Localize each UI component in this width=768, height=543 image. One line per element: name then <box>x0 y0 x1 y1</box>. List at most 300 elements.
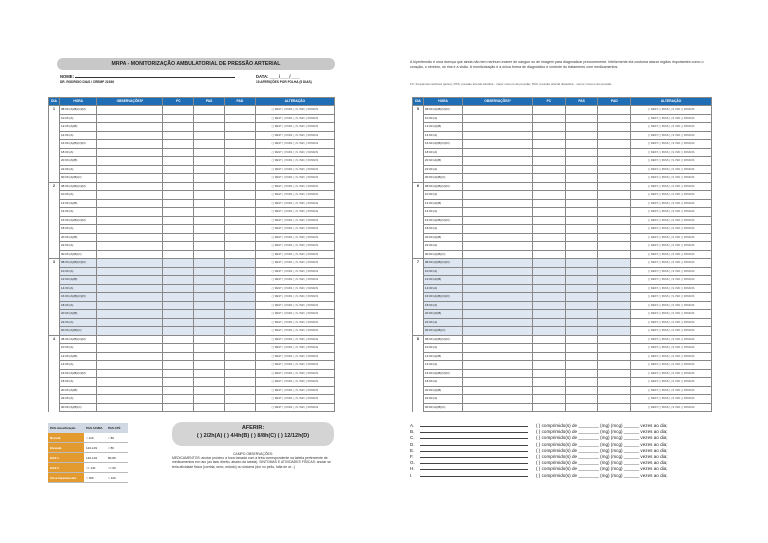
observation-cell[interactable] <box>97 165 163 174</box>
pad-cell[interactable] <box>224 199 255 208</box>
alteration-cell[interactable]: ( ) REST ( ) PASS ( ) S. IND ( ) PASSOS <box>631 327 712 336</box>
observation-cell[interactable] <box>463 157 533 166</box>
fc-cell[interactable] <box>533 250 566 259</box>
observation-cell[interactable] <box>97 123 163 132</box>
fc-cell[interactable] <box>533 352 566 361</box>
pas-cell[interactable] <box>565 259 598 268</box>
pas-cell[interactable] <box>194 208 225 217</box>
pad-cell[interactable] <box>598 199 631 208</box>
observation-cell[interactable] <box>463 293 533 302</box>
fc-cell[interactable] <box>163 242 194 251</box>
pas-cell[interactable] <box>565 233 598 242</box>
alteration-cell[interactable]: ( ) REST ( ) PASS ( ) S. IND ( ) PASSOS <box>255 284 334 293</box>
observation-cell[interactable] <box>97 318 163 327</box>
alteration-cell[interactable]: ( ) REST ( ) PASS ( ) S. IND ( ) PASSOS <box>631 182 712 191</box>
pad-cell[interactable] <box>598 403 631 412</box>
pad-cell[interactable] <box>224 114 255 123</box>
pas-cell[interactable] <box>194 259 225 268</box>
pad-cell[interactable] <box>598 386 631 395</box>
pad-cell[interactable] <box>224 225 255 234</box>
pad-cell[interactable] <box>224 148 255 157</box>
alteration-cell[interactable]: ( ) REST ( ) PASS ( ) S. IND ( ) PASSOS <box>631 403 712 412</box>
fc-cell[interactable] <box>163 208 194 217</box>
observation-cell[interactable] <box>463 395 533 404</box>
alteration-cell[interactable]: ( ) REST ( ) PASS ( ) S. IND ( ) PASSOS <box>631 318 712 327</box>
observation-cell[interactable] <box>463 174 533 183</box>
fc-cell[interactable] <box>163 301 194 310</box>
pas-cell[interactable] <box>194 131 225 140</box>
observation-cell[interactable] <box>97 114 163 123</box>
observation-cell[interactable] <box>463 284 533 293</box>
alteration-cell[interactable]: ( ) REST ( ) PASS ( ) S. IND ( ) PASSOS <box>631 165 712 174</box>
observation-cell[interactable] <box>463 327 533 336</box>
fc-cell[interactable] <box>163 148 194 157</box>
pad-cell[interactable] <box>598 250 631 259</box>
observation-cell[interactable] <box>97 140 163 149</box>
fc-cell[interactable] <box>163 395 194 404</box>
alteration-cell[interactable]: ( ) REST ( ) PASS ( ) S. IND ( ) PASSOS <box>255 301 334 310</box>
observation-cell[interactable] <box>97 216 163 225</box>
pas-cell[interactable] <box>194 378 225 387</box>
pad-cell[interactable] <box>224 361 255 370</box>
observation-cell[interactable] <box>97 395 163 404</box>
alteration-cell[interactable]: ( ) REST ( ) PASS ( ) S. IND ( ) PASSOS <box>631 191 712 200</box>
alteration-cell[interactable]: ( ) REST ( ) PASS ( ) S. IND ( ) PASSOS <box>255 106 334 115</box>
observation-cell[interactable] <box>97 259 163 268</box>
fc-cell[interactable] <box>533 259 566 268</box>
pad-cell[interactable] <box>224 140 255 149</box>
pad-cell[interactable] <box>224 123 255 132</box>
pas-cell[interactable] <box>565 250 598 259</box>
alteration-cell[interactable]: ( ) REST ( ) PASS ( ) S. IND ( ) PASSOS <box>255 335 334 344</box>
medication-name-line[interactable] <box>420 465 528 470</box>
pas-cell[interactable] <box>565 208 598 217</box>
pad-cell[interactable] <box>598 259 631 268</box>
fc-cell[interactable] <box>533 276 566 285</box>
fc-cell[interactable] <box>163 131 194 140</box>
observation-cell[interactable] <box>463 267 533 276</box>
observation-cell[interactable] <box>97 208 163 217</box>
alteration-cell[interactable]: ( ) REST ( ) PASS ( ) S. IND ( ) PASSOS <box>631 310 712 319</box>
fc-cell[interactable] <box>533 165 566 174</box>
alteration-cell[interactable]: ( ) REST ( ) PASS ( ) S. IND ( ) PASSOS <box>255 165 334 174</box>
fc-cell[interactable] <box>163 352 194 361</box>
fc-cell[interactable] <box>533 293 566 302</box>
fc-cell[interactable] <box>163 293 194 302</box>
pas-cell[interactable] <box>565 182 598 191</box>
pas-cell[interactable] <box>565 352 598 361</box>
pad-cell[interactable] <box>598 114 631 123</box>
fc-cell[interactable] <box>163 174 194 183</box>
alteration-cell[interactable]: ( ) REST ( ) PASS ( ) S. IND ( ) PASSOS <box>631 344 712 353</box>
alteration-cell[interactable]: ( ) REST ( ) PASS ( ) S. IND ( ) PASSOS <box>255 293 334 302</box>
pas-cell[interactable] <box>565 386 598 395</box>
fc-cell[interactable] <box>533 208 566 217</box>
alteration-cell[interactable]: ( ) REST ( ) PASS ( ) S. IND ( ) PASSOS <box>631 293 712 302</box>
observation-cell[interactable] <box>97 293 163 302</box>
observation-cell[interactable] <box>97 250 163 259</box>
observation-cell[interactable] <box>463 352 533 361</box>
pas-cell[interactable] <box>194 327 225 336</box>
observation-cell[interactable] <box>463 208 533 217</box>
alteration-cell[interactable]: ( ) REST ( ) PASS ( ) S. IND ( ) PASSOS <box>255 225 334 234</box>
pad-cell[interactable] <box>598 242 631 251</box>
alteration-cell[interactable]: ( ) REST ( ) PASS ( ) S. IND ( ) PASSOS <box>255 267 334 276</box>
pas-cell[interactable] <box>194 106 225 115</box>
pad-cell[interactable] <box>598 106 631 115</box>
pas-cell[interactable] <box>194 293 225 302</box>
alteration-cell[interactable]: ( ) REST ( ) PASS ( ) S. IND ( ) PASSOS <box>255 131 334 140</box>
observation-cell[interactable] <box>97 182 163 191</box>
pas-cell[interactable] <box>565 106 598 115</box>
pad-cell[interactable] <box>598 216 631 225</box>
alteration-cell[interactable]: ( ) REST ( ) PASS ( ) S. IND ( ) PASSOS <box>631 140 712 149</box>
observation-cell[interactable] <box>97 199 163 208</box>
pad-cell[interactable] <box>224 284 255 293</box>
alteration-cell[interactable]: ( ) REST ( ) PASS ( ) S. IND ( ) PASSOS <box>255 216 334 225</box>
pas-cell[interactable] <box>565 344 598 353</box>
fc-cell[interactable] <box>533 216 566 225</box>
pad-cell[interactable] <box>598 293 631 302</box>
pad-cell[interactable] <box>224 191 255 200</box>
fc-cell[interactable] <box>533 157 566 166</box>
fc-cell[interactable] <box>163 165 194 174</box>
fc-cell[interactable] <box>533 369 566 378</box>
pad-cell[interactable] <box>224 157 255 166</box>
observation-cell[interactable] <box>97 378 163 387</box>
alteration-cell[interactable]: ( ) REST ( ) PASS ( ) S. IND ( ) PASSOS <box>631 106 712 115</box>
fc-cell[interactable] <box>533 335 566 344</box>
pas-cell[interactable] <box>565 369 598 378</box>
alteration-cell[interactable]: ( ) REST ( ) PASS ( ) S. IND ( ) PASSOS <box>631 208 712 217</box>
pad-cell[interactable] <box>598 174 631 183</box>
pad-cell[interactable] <box>598 267 631 276</box>
pad-cell[interactable] <box>224 106 255 115</box>
observation-cell[interactable] <box>463 148 533 157</box>
pas-cell[interactable] <box>194 403 225 412</box>
date-field[interactable]: DATA: ____/____/____ <box>256 74 300 79</box>
fc-cell[interactable] <box>533 106 566 115</box>
fc-cell[interactable] <box>163 284 194 293</box>
fc-cell[interactable] <box>533 310 566 319</box>
pas-cell[interactable] <box>565 267 598 276</box>
alteration-cell[interactable]: ( ) REST ( ) PASS ( ) S. IND ( ) PASSOS <box>255 250 334 259</box>
observation-cell[interactable] <box>463 242 533 251</box>
alteration-cell[interactable]: ( ) REST ( ) PASS ( ) S. IND ( ) PASSOS <box>631 174 712 183</box>
observation-cell[interactable] <box>97 233 163 242</box>
pad-cell[interactable] <box>224 182 255 191</box>
pas-cell[interactable] <box>194 225 225 234</box>
pas-cell[interactable] <box>565 293 598 302</box>
pas-cell[interactable] <box>565 361 598 370</box>
pas-cell[interactable] <box>194 191 225 200</box>
pas-cell[interactable] <box>194 301 225 310</box>
pad-cell[interactable] <box>598 301 631 310</box>
pad-cell[interactable] <box>224 216 255 225</box>
pad-cell[interactable] <box>598 123 631 132</box>
alteration-cell[interactable]: ( ) REST ( ) PASS ( ) S. IND ( ) PASSOS <box>255 318 334 327</box>
observation-cell[interactable] <box>463 403 533 412</box>
pad-cell[interactable] <box>598 148 631 157</box>
pas-cell[interactable] <box>194 395 225 404</box>
pad-cell[interactable] <box>224 310 255 319</box>
fc-cell[interactable] <box>533 123 566 132</box>
fc-cell[interactable] <box>533 114 566 123</box>
pad-cell[interactable] <box>598 276 631 285</box>
observation-cell[interactable] <box>463 310 533 319</box>
fc-cell[interactable] <box>163 267 194 276</box>
observation-cell[interactable] <box>463 106 533 115</box>
fc-cell[interactable] <box>163 276 194 285</box>
fc-cell[interactable] <box>533 199 566 208</box>
fc-cell[interactable] <box>533 403 566 412</box>
fc-cell[interactable] <box>163 216 194 225</box>
observation-cell[interactable] <box>463 131 533 140</box>
fc-cell[interactable] <box>533 233 566 242</box>
pad-cell[interactable] <box>224 267 255 276</box>
pad-cell[interactable] <box>598 233 631 242</box>
medication-name-line[interactable] <box>420 428 528 433</box>
fc-cell[interactable] <box>533 182 566 191</box>
fc-cell[interactable] <box>533 378 566 387</box>
pas-cell[interactable] <box>565 310 598 319</box>
pad-cell[interactable] <box>598 327 631 336</box>
fc-cell[interactable] <box>163 361 194 370</box>
alteration-cell[interactable]: ( ) REST ( ) PASS ( ) S. IND ( ) PASSOS <box>255 157 334 166</box>
observation-cell[interactable] <box>463 301 533 310</box>
alteration-cell[interactable]: ( ) REST ( ) PASS ( ) S. IND ( ) PASSOS <box>255 378 334 387</box>
pad-cell[interactable] <box>224 174 255 183</box>
pad-cell[interactable] <box>224 208 255 217</box>
pad-cell[interactable] <box>598 140 631 149</box>
pas-cell[interactable] <box>194 114 225 123</box>
medication-name-line[interactable] <box>420 472 528 477</box>
pad-cell[interactable] <box>598 284 631 293</box>
alteration-cell[interactable]: ( ) REST ( ) PASS ( ) S. IND ( ) PASSOS <box>255 352 334 361</box>
fc-cell[interactable] <box>533 174 566 183</box>
alteration-cell[interactable]: ( ) REST ( ) PASS ( ) S. IND ( ) PASSOS <box>631 123 712 132</box>
pad-cell[interactable] <box>224 352 255 361</box>
observation-cell[interactable] <box>97 191 163 200</box>
fc-cell[interactable] <box>163 386 194 395</box>
pas-cell[interactable] <box>565 174 598 183</box>
observation-cell[interactable] <box>463 378 533 387</box>
fc-cell[interactable] <box>533 361 566 370</box>
pas-cell[interactable] <box>194 318 225 327</box>
pad-cell[interactable] <box>224 242 255 251</box>
observation-cell[interactable] <box>97 386 163 395</box>
observation-cell[interactable] <box>97 157 163 166</box>
observation-cell[interactable] <box>463 199 533 208</box>
aferir-options[interactable]: ( ) 2/2h(A) ( ) 4/4h(B) ( ) 8/8h(C) ( ) 12/12h(D) <box>196 433 310 439</box>
observation-cell[interactable] <box>97 276 163 285</box>
pas-cell[interactable] <box>194 148 225 157</box>
pad-cell[interactable] <box>598 395 631 404</box>
fc-cell[interactable] <box>533 148 566 157</box>
pad-cell[interactable] <box>224 276 255 285</box>
alteration-cell[interactable]: ( ) REST ( ) PASS ( ) S. IND ( ) PASSOS <box>255 403 334 412</box>
pad-cell[interactable] <box>598 361 631 370</box>
fc-cell[interactable] <box>163 123 194 132</box>
observation-cell[interactable] <box>463 114 533 123</box>
alteration-cell[interactable]: ( ) REST ( ) PASS ( ) S. IND ( ) PASSOS <box>631 131 712 140</box>
alteration-cell[interactable]: ( ) REST ( ) PASS ( ) S. IND ( ) PASSOS <box>631 369 712 378</box>
pad-cell[interactable] <box>598 165 631 174</box>
pad-cell[interactable] <box>224 293 255 302</box>
alteration-cell[interactable]: ( ) REST ( ) PASS ( ) S. IND ( ) PASSOS <box>631 386 712 395</box>
observation-cell[interactable] <box>97 131 163 140</box>
pas-cell[interactable] <box>565 123 598 132</box>
observation-cell[interactable] <box>97 267 163 276</box>
pad-cell[interactable] <box>224 327 255 336</box>
pas-cell[interactable] <box>194 310 225 319</box>
observation-cell[interactable] <box>97 174 163 183</box>
pas-cell[interactable] <box>194 242 225 251</box>
alteration-cell[interactable]: ( ) REST ( ) PASS ( ) S. IND ( ) PASSOS <box>255 182 334 191</box>
alteration-cell[interactable]: ( ) REST ( ) PASS ( ) S. IND ( ) PASSOS <box>255 174 334 183</box>
observation-cell[interactable] <box>463 233 533 242</box>
alteration-cell[interactable]: ( ) REST ( ) PASS ( ) S. IND ( ) PASSOS <box>631 276 712 285</box>
alteration-cell[interactable]: ( ) REST ( ) PASS ( ) S. IND ( ) PASSOS <box>631 199 712 208</box>
fc-cell[interactable] <box>163 225 194 234</box>
alteration-cell[interactable]: ( ) REST ( ) PASS ( ) S. IND ( ) PASSOS <box>255 148 334 157</box>
alteration-cell[interactable]: ( ) REST ( ) PASS ( ) S. IND ( ) PASSOS <box>631 284 712 293</box>
pad-cell[interactable] <box>598 352 631 361</box>
pas-cell[interactable] <box>565 378 598 387</box>
pas-cell[interactable] <box>565 114 598 123</box>
observation-cell[interactable] <box>97 335 163 344</box>
pas-cell[interactable] <box>565 395 598 404</box>
fc-cell[interactable] <box>163 114 194 123</box>
alteration-cell[interactable]: ( ) REST ( ) PASS ( ) S. IND ( ) PASSOS <box>631 301 712 310</box>
pas-cell[interactable] <box>565 131 598 140</box>
medication-name-line[interactable] <box>420 453 528 458</box>
observation-cell[interactable] <box>97 369 163 378</box>
pas-cell[interactable] <box>194 250 225 259</box>
alteration-cell[interactable]: ( ) REST ( ) PASS ( ) S. IND ( ) PASSOS <box>631 335 712 344</box>
pad-cell[interactable] <box>224 369 255 378</box>
pas-cell[interactable] <box>565 157 598 166</box>
alteration-cell[interactable]: ( ) REST ( ) PASS ( ) S. IND ( ) PASSOS <box>631 361 712 370</box>
alteration-cell[interactable]: ( ) REST ( ) PASS ( ) S. IND ( ) PASSOS <box>255 242 334 251</box>
observation-cell[interactable] <box>463 182 533 191</box>
pad-cell[interactable] <box>224 301 255 310</box>
alteration-cell[interactable]: ( ) REST ( ) PASS ( ) S. IND ( ) PASSOS <box>255 140 334 149</box>
alteration-cell[interactable]: ( ) REST ( ) PASS ( ) S. IND ( ) PASSOS <box>631 157 712 166</box>
pad-cell[interactable] <box>598 191 631 200</box>
alteration-cell[interactable]: ( ) REST ( ) PASS ( ) S. IND ( ) PASSOS <box>255 259 334 268</box>
pad-cell[interactable] <box>224 395 255 404</box>
fc-cell[interactable] <box>163 327 194 336</box>
observation-cell[interactable] <box>97 242 163 251</box>
pad-cell[interactable] <box>224 131 255 140</box>
observation-cell[interactable] <box>97 310 163 319</box>
alteration-cell[interactable]: ( ) REST ( ) PASS ( ) S. IND ( ) PASSOS <box>255 386 334 395</box>
pas-cell[interactable] <box>194 267 225 276</box>
fc-cell[interactable] <box>533 327 566 336</box>
pas-cell[interactable] <box>194 174 225 183</box>
pas-cell[interactable] <box>194 199 225 208</box>
pad-cell[interactable] <box>224 233 255 242</box>
observation-cell[interactable] <box>463 250 533 259</box>
fc-cell[interactable] <box>533 242 566 251</box>
pas-cell[interactable] <box>194 123 225 132</box>
observation-cell[interactable] <box>463 191 533 200</box>
fc-cell[interactable] <box>533 131 566 140</box>
pas-cell[interactable] <box>565 225 598 234</box>
observation-cell[interactable] <box>463 344 533 353</box>
alteration-cell[interactable]: ( ) REST ( ) PASS ( ) S. IND ( ) PASSOS <box>255 276 334 285</box>
fc-cell[interactable] <box>163 403 194 412</box>
observation-cell[interactable] <box>463 165 533 174</box>
medication-name-line[interactable] <box>420 434 528 439</box>
alteration-cell[interactable]: ( ) REST ( ) PASS ( ) S. IND ( ) PASSOS <box>631 114 712 123</box>
fc-cell[interactable] <box>163 182 194 191</box>
pas-cell[interactable] <box>194 140 225 149</box>
pas-cell[interactable] <box>565 403 598 412</box>
observation-cell[interactable] <box>463 259 533 268</box>
alteration-cell[interactable]: ( ) REST ( ) PASS ( ) S. IND ( ) PASSOS <box>255 191 334 200</box>
fc-cell[interactable] <box>163 369 194 378</box>
fc-cell[interactable] <box>533 284 566 293</box>
pad-cell[interactable] <box>598 131 631 140</box>
observation-cell[interactable] <box>97 225 163 234</box>
fc-cell[interactable] <box>533 267 566 276</box>
pas-cell[interactable] <box>565 327 598 336</box>
pas-cell[interactable] <box>194 233 225 242</box>
pad-cell[interactable] <box>598 225 631 234</box>
medication-name-line[interactable] <box>420 447 528 452</box>
observation-cell[interactable] <box>97 352 163 361</box>
pad-cell[interactable] <box>224 318 255 327</box>
alteration-cell[interactable]: ( ) REST ( ) PASS ( ) S. IND ( ) PASSOS <box>631 267 712 276</box>
observation-cell[interactable] <box>97 148 163 157</box>
fc-cell[interactable] <box>163 106 194 115</box>
pad-cell[interactable] <box>598 208 631 217</box>
alteration-cell[interactable]: ( ) REST ( ) PASS ( ) S. IND ( ) PASSOS <box>631 352 712 361</box>
fc-cell[interactable] <box>163 335 194 344</box>
observation-cell[interactable] <box>463 386 533 395</box>
observation-cell[interactable] <box>97 327 163 336</box>
fc-cell[interactable] <box>533 191 566 200</box>
alteration-cell[interactable]: ( ) REST ( ) PASS ( ) S. IND ( ) PASSOS <box>255 395 334 404</box>
pas-cell[interactable] <box>565 335 598 344</box>
fc-cell[interactable] <box>163 140 194 149</box>
pas-cell[interactable] <box>194 361 225 370</box>
pad-cell[interactable] <box>224 250 255 259</box>
fc-cell[interactable] <box>163 310 194 319</box>
alteration-cell[interactable]: ( ) REST ( ) PASS ( ) S. IND ( ) PASSOS <box>631 242 712 251</box>
alteration-cell[interactable]: ( ) REST ( ) PASS ( ) S. IND ( ) PASSOS <box>631 148 712 157</box>
pad-cell[interactable] <box>598 157 631 166</box>
pas-cell[interactable] <box>194 157 225 166</box>
pas-cell[interactable] <box>194 182 225 191</box>
fc-cell[interactable] <box>163 318 194 327</box>
observation-cell[interactable] <box>97 403 163 412</box>
fc-cell[interactable] <box>163 344 194 353</box>
fc-cell[interactable] <box>163 199 194 208</box>
fc-cell[interactable] <box>533 344 566 353</box>
alteration-cell[interactable]: ( ) REST ( ) PASS ( ) S. IND ( ) PASSOS <box>255 199 334 208</box>
fc-cell[interactable] <box>163 259 194 268</box>
observation-cell[interactable] <box>463 369 533 378</box>
pas-cell[interactable] <box>565 216 598 225</box>
alteration-cell[interactable]: ( ) REST ( ) PASS ( ) S. IND ( ) PASSOS <box>631 216 712 225</box>
alteration-cell[interactable]: ( ) REST ( ) PASS ( ) S. IND ( ) PASSOS <box>631 225 712 234</box>
medication-row[interactable] <box>410 472 710 479</box>
alteration-cell[interactable]: ( ) REST ( ) PASS ( ) S. IND ( ) PASSOS <box>631 259 712 268</box>
pad-cell[interactable] <box>224 259 255 268</box>
